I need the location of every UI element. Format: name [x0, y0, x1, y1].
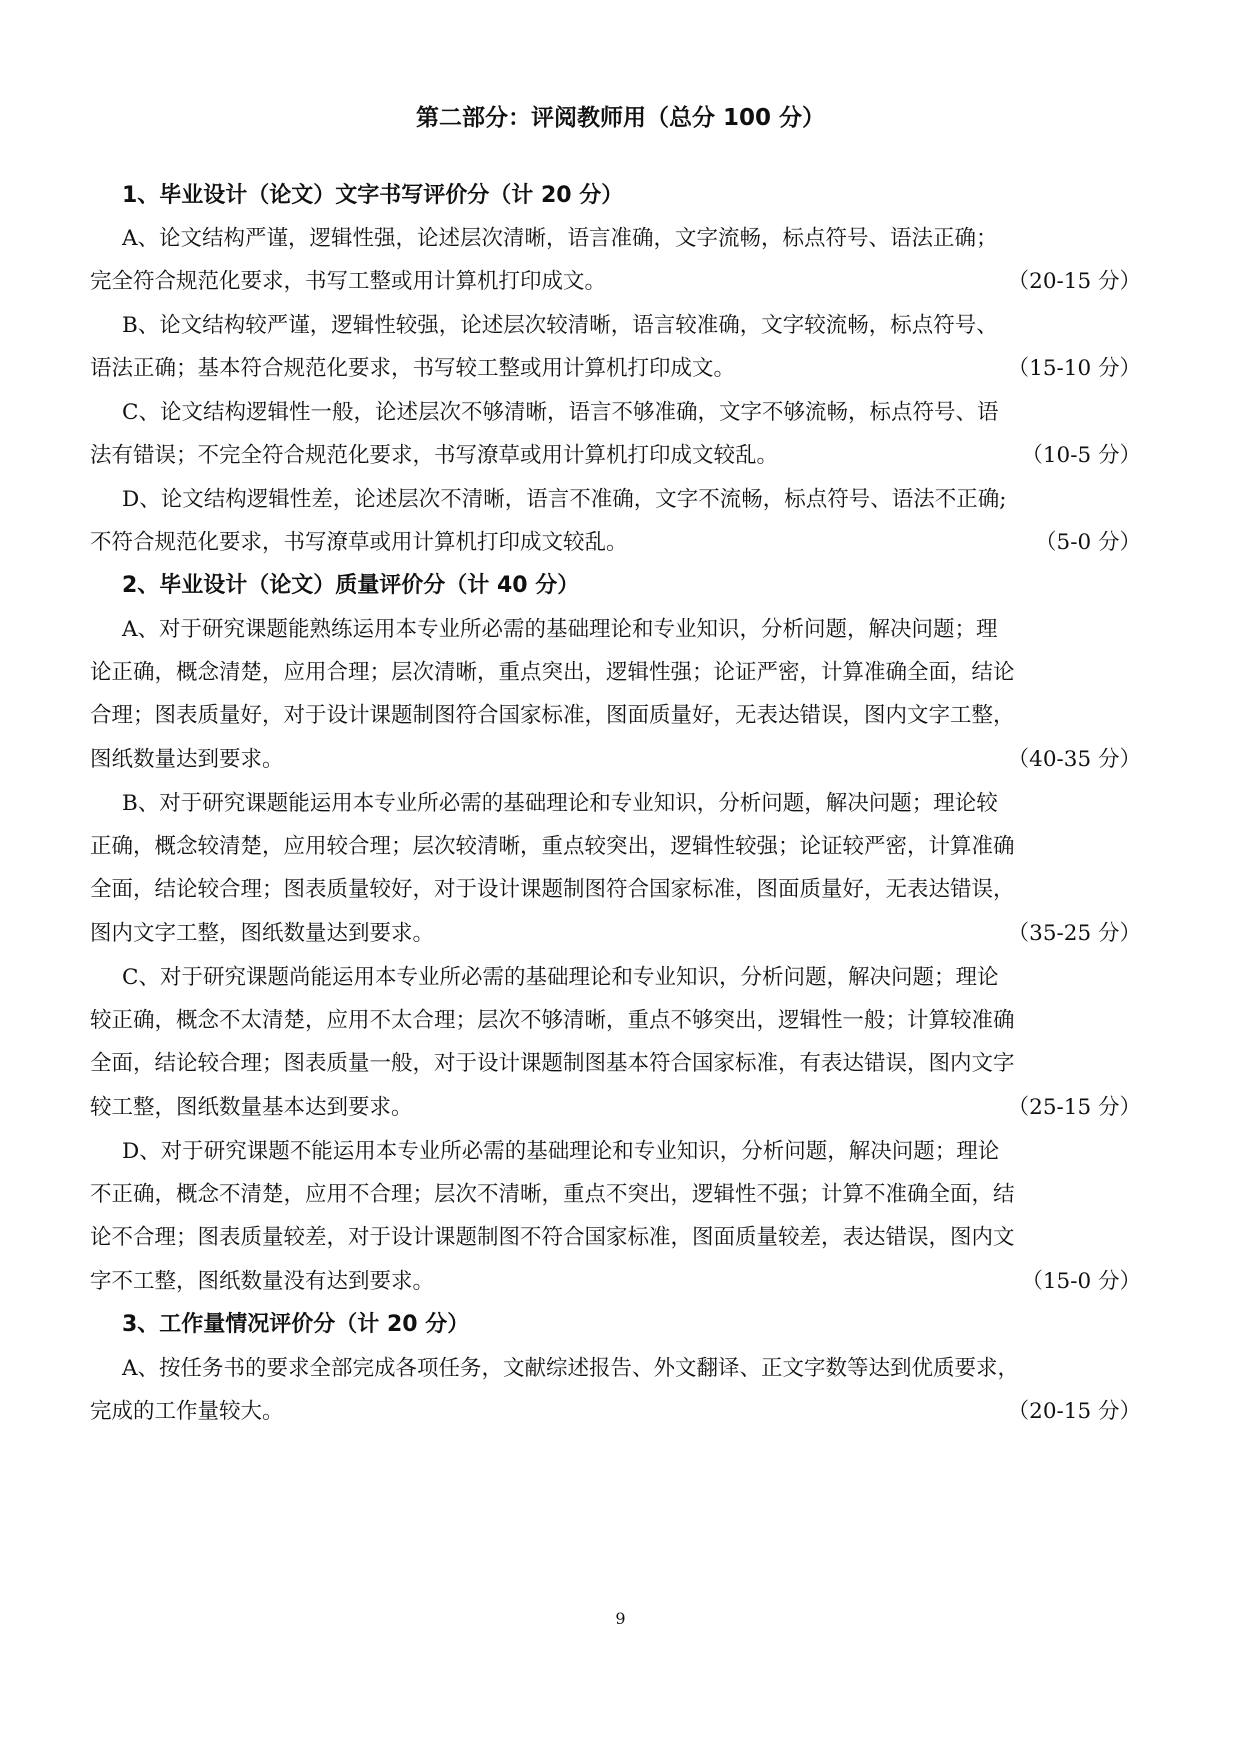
- score-range: （10-5 分）: [1021, 443, 1141, 468]
- criterion-line: 论正确，概念清楚，应用合理；层次清晰，重点突出，逻辑性强；论证严密，计算准确全面，结论: [90, 660, 1015, 685]
- criterion-line: 图纸数量达到要求。: [90, 747, 284, 772]
- criterion-line: C、论文结构逻辑性一般，论述层次不够清晰，语言不够准确，文字不够流畅，标点符号、语: [122, 400, 999, 425]
- section-heading: 1、毕业设计（论文）文字书写评价分（计 20 分）: [122, 183, 624, 208]
- criterion-line: 较工整，图纸数量基本达到要求。: [90, 1095, 413, 1120]
- criterion-line: 全面，结论较合理；图表质量一般，对于设计课题制图基本符合国家标准，有表达错误，图内文字: [90, 1051, 1015, 1076]
- criterion-line: 论不合理；图表质量较差，对于设计课题制图不符合国家标准，图面质量较差，表达错误，图内文: [90, 1225, 1015, 1250]
- criterion-line: 图内文字工整，图纸数量达到要求。: [90, 921, 435, 946]
- page-number: 9: [615, 1609, 626, 1628]
- score-range: （25-15 分）: [1007, 1095, 1141, 1120]
- criterion-line: 字不工整，图纸数量没有达到要求。: [90, 1269, 435, 1294]
- score-range: （15-0 分）: [1021, 1269, 1141, 1294]
- criterion-line: 合理；图表质量好，对于设计课题制图符合国家标准，图面质量好，无表达错误，图内文字工整，: [90, 703, 1015, 728]
- criterion-line: A、按任务书的要求全部完成各项任务，文献综述报告、外文翻译、正文字数等达到优质要求，: [122, 1356, 1020, 1381]
- score-range: （20-15 分）: [1007, 1399, 1141, 1424]
- section-heading: 2、毕业设计（论文）质量评价分（计 40 分）: [122, 573, 580, 598]
- criterion-line: D、对于研究课题不能运用本专业所必需的基础理论和专业知识，分析问题，解决问题；理论: [122, 1139, 1000, 1164]
- section-heading: 3、工作量情况评价分（计 20 分）: [122, 1312, 470, 1337]
- page-title: 第二部分：评阅教师用（总分 100 分）: [415, 105, 826, 131]
- criterion-line: 较正确，概念不太清楚，应用不太合理；层次不够清晰，重点不够突出，逻辑性一般；计算较准确: [90, 1008, 1015, 1033]
- criterion-line: B、论文结构较严谨，逻辑性较强，论述层次较清晰，语言较准确，文字较流畅，标点符号、: [122, 313, 998, 338]
- criterion-line: C、对于研究课题尚能运用本专业所必需的基础理论和专业知识，分析问题，解决问题；理论: [122, 965, 999, 990]
- criterion-line: 不正确，概念不清楚，应用不合理；层次不清晰，重点不突出，逻辑性不强；计算不准确全面，结: [90, 1182, 1015, 1207]
- criterion-line: A、论文结构严谨，逻辑性强，论述层次清晰，语言准确，文字流畅，标点符号、语法正确；: [122, 226, 998, 251]
- criterion-line: 语法正确；基本符合规范化要求，书写较工整或用计算机打印成文。: [90, 356, 736, 381]
- criterion-line: 正确，概念较清楚，应用较合理；层次较清晰，重点较突出，逻辑性较强；论证较严密，计算准确: [90, 834, 1015, 859]
- criterion-line: 法有错误；不完全符合规范化要求，书写潦草或用计算机打印成文较乱。: [90, 443, 779, 468]
- criterion-line: 完全符合规范化要求，书写工整或用计算机打印成文。: [90, 269, 607, 294]
- score-range: （5-0 分）: [1035, 530, 1141, 555]
- criterion-line: 不符合规范化要求，书写潦草或用计算机打印成文较乱。: [90, 530, 628, 555]
- score-range: （15-10 分）: [1007, 356, 1141, 381]
- score-range: （20-15 分）: [1007, 269, 1141, 294]
- score-range: （35-25 分）: [1007, 921, 1141, 946]
- score-range: （40-35 分）: [1007, 747, 1141, 772]
- criterion-line: 全面，结论较合理；图表质量较好，对于设计课题制图符合国家标准，图面质量好，无表达错误，: [90, 877, 1015, 902]
- criterion-line: D、论文结构逻辑性差，论述层次不清晰，语言不准确，文字不流畅，标点符号、语法不正确;: [122, 487, 1007, 512]
- criterion-line: 完成的工作量较大。: [90, 1399, 284, 1424]
- criterion-line: B、对于研究课题能运用本专业所必需的基础理论和专业知识，分析问题，解决问题；理论较: [122, 791, 998, 816]
- criterion-line: A、对于研究课题能熟练运用本专业所必需的基础理论和专业知识，分析问题，解决问题；理: [122, 617, 998, 642]
